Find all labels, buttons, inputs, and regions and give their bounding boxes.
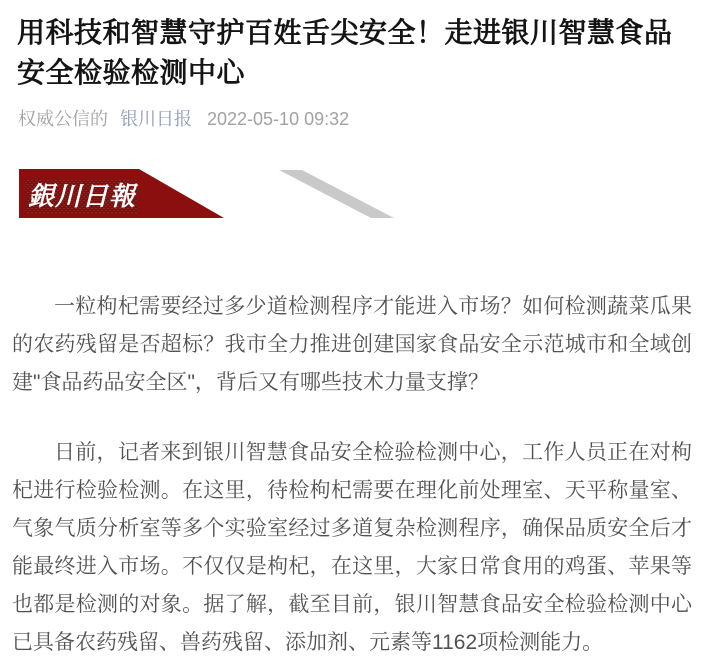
publish-timestamp: 2022-05-10 09:32: [207, 109, 350, 129]
diagonal-stripe-decoration: [279, 170, 394, 218]
article-body: [0, 288, 704, 662]
newspaper-logo-banner: [19, 168, 704, 220]
byline: [18, 108, 686, 130]
source-link[interactable]: 银川日报: [120, 109, 192, 129]
article-paragraph-1: 一粒枸杞需要经过多少道检测程序才能进入市场？如何检测蔬菜瓜果的农药残留是否超标？我市全力推进创建国家食品安全示范城市和全域创建"食品药品安全区"，背后又有哪些技术力量支撑？: [12, 295, 692, 394]
article-paragraph-2: 日前，记者来到银川智慧食品安全检验检测中心，工作人员正在对枸杞进行检验检测。在这里，待检枸杞需要在理化前处理室、天平称量室、气象气质分析室等多个实验室经过多道复杂检测程序，确保品质安全后才能最终进入市场。不仅仅是枸杞，在这里，大家日常食用的鸡蛋、苹果等也都是检测的对象。据了解，截至目前，银川智慧食品安全检验检测中心已具备农药残留、兽药残留、添加剂、元素等1162项检测能力。: [12, 441, 692, 654]
logo-calligraphy-text: 銀川日報: [27, 182, 137, 212]
newspaper-logo-image: [19, 168, 399, 220]
page-title: 用科技和智慧守护百姓舌尖安全！走进银川智慧食品安全检验检测中心: [17, 17, 673, 88]
byline-prefix: 权威公信的: [18, 109, 108, 129]
